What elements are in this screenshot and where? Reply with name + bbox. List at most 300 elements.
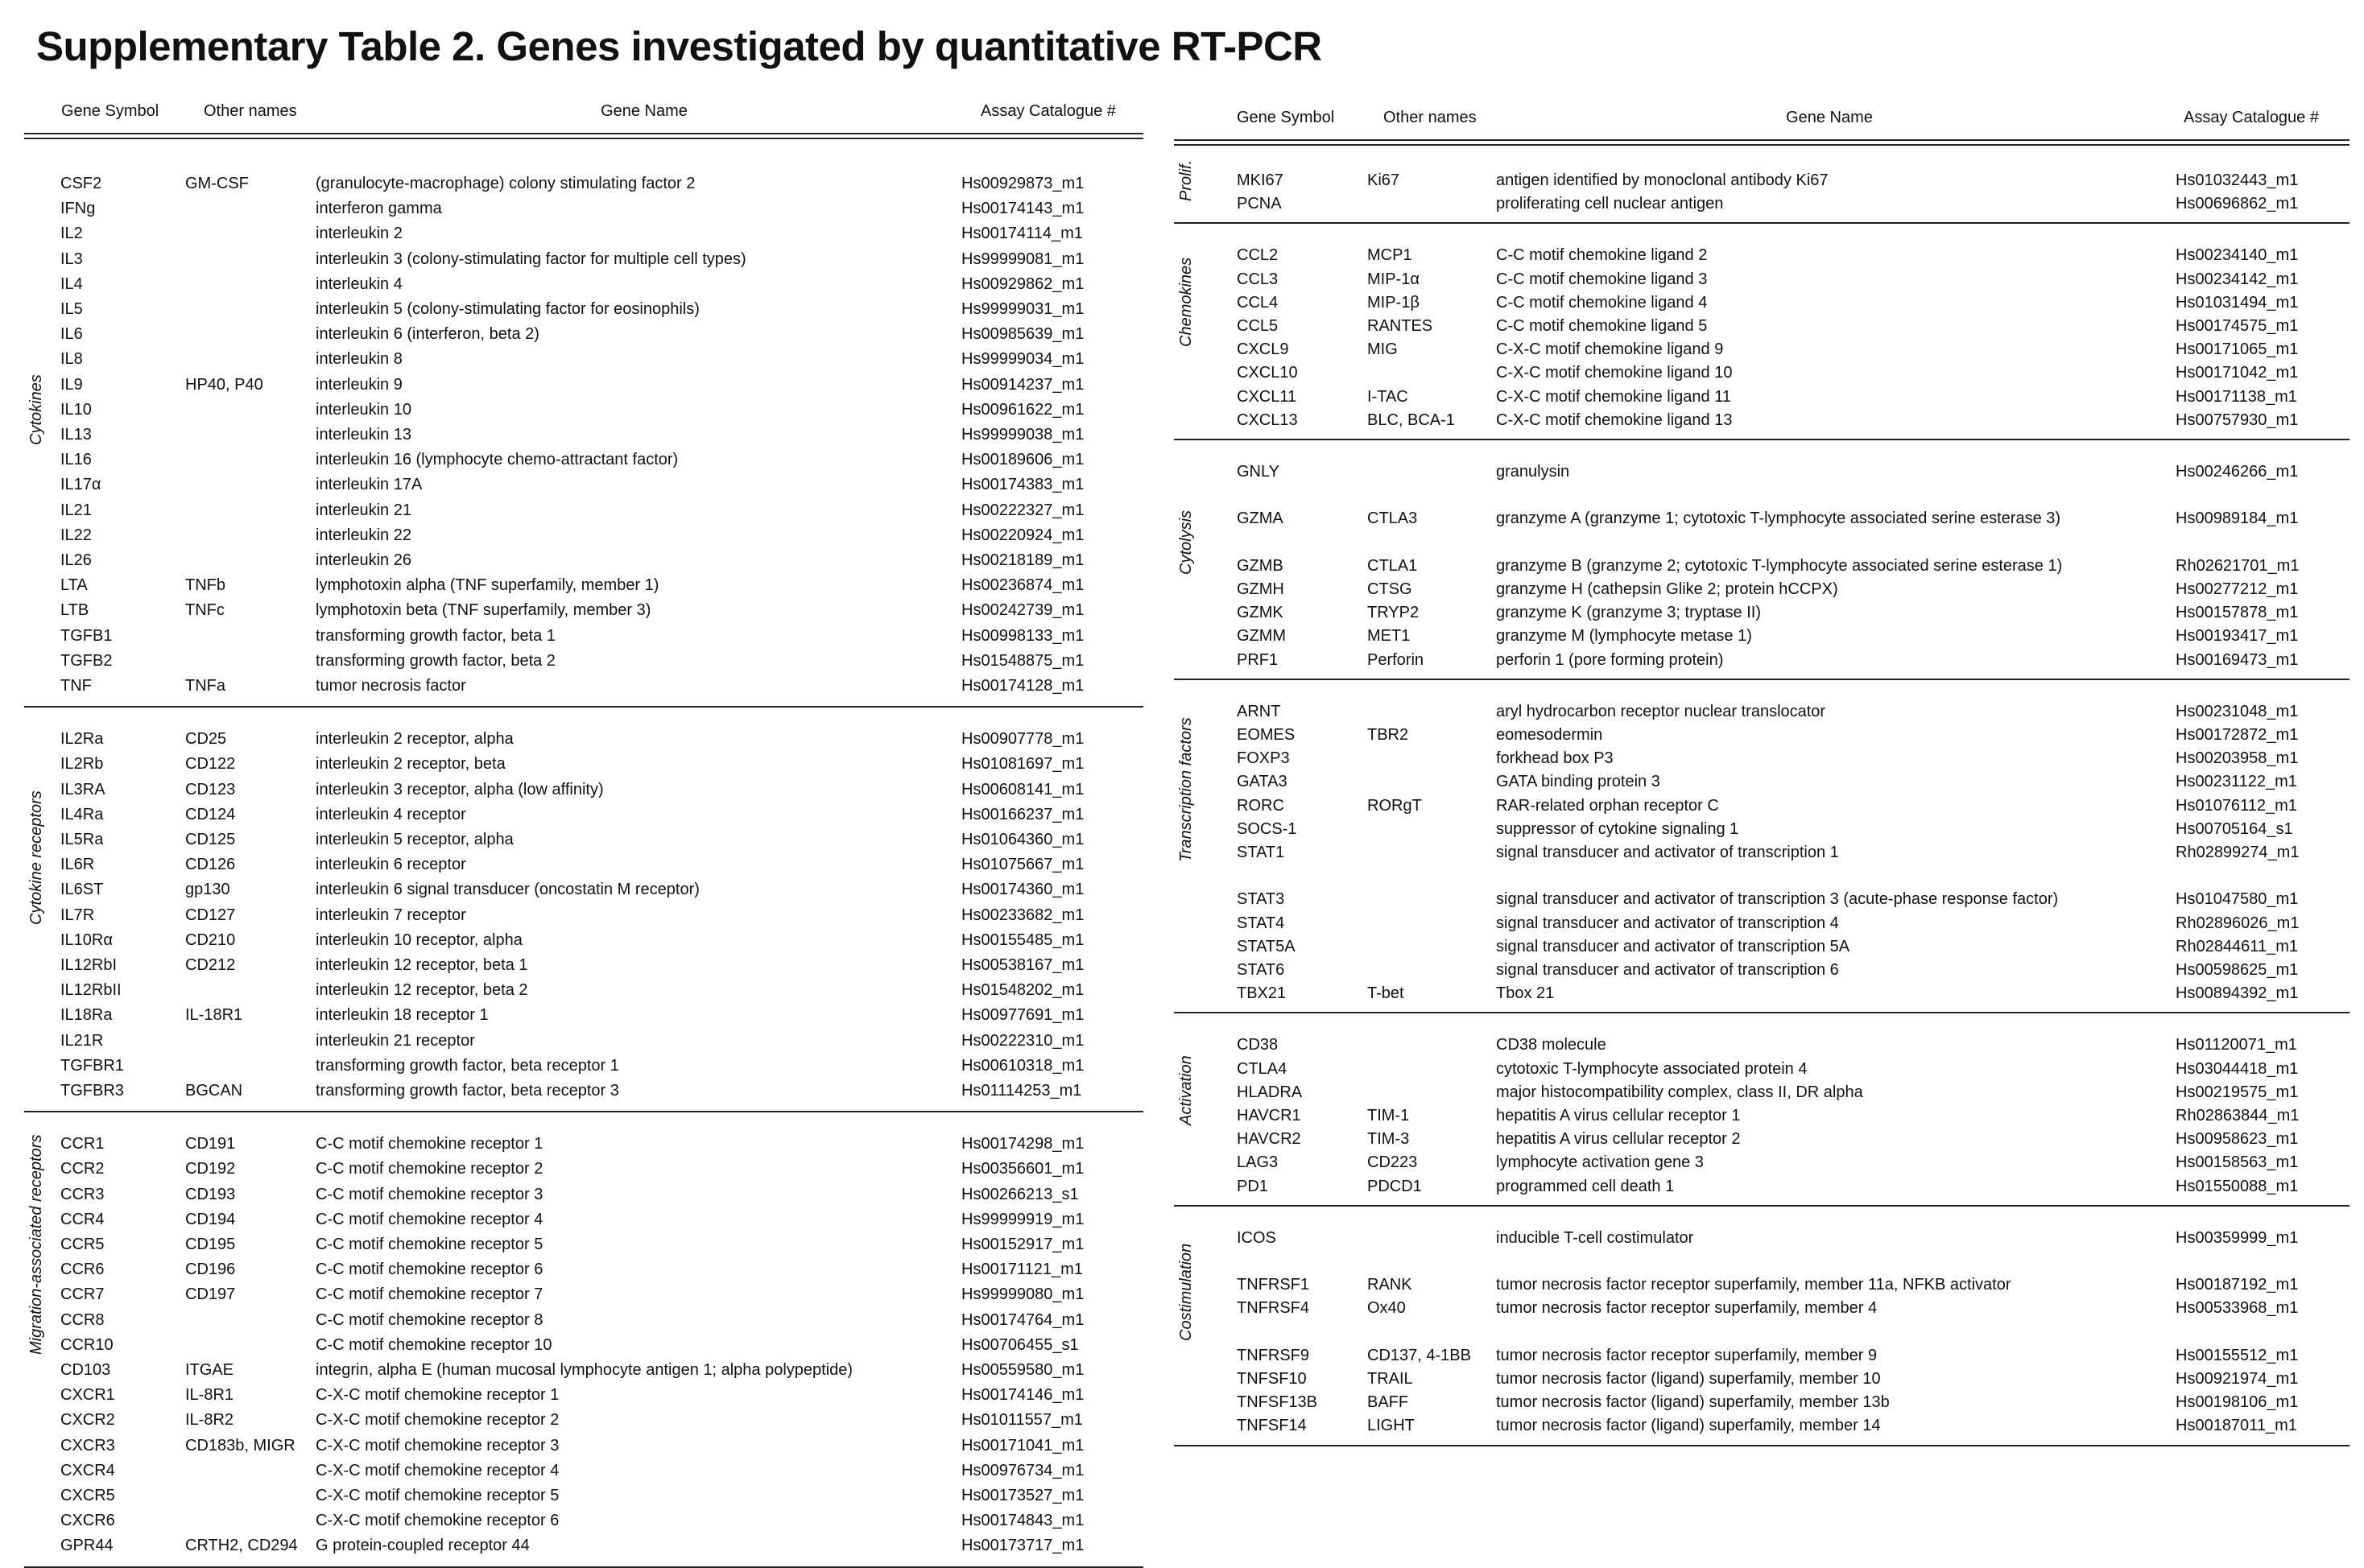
cell-assay: Hs01032443_m1 bbox=[2176, 171, 2299, 189]
cell-name: signal transducer and activator of transcription 4 bbox=[1496, 914, 1839, 932]
cell-name: interleukin 12 receptor, beta 1 bbox=[316, 955, 528, 974]
cell-symbol: ICOS bbox=[1237, 1228, 1276, 1247]
cell-name: C-C motif chemokine receptor 10 bbox=[316, 1335, 552, 1354]
cell-other: CD25 bbox=[185, 730, 227, 749]
cell-assay: Hs01031494_m1 bbox=[2176, 293, 2299, 312]
cell-symbol: CXCR4 bbox=[60, 1461, 115, 1479]
cell-other: MET1 bbox=[1367, 627, 1411, 646]
cell-assay: Hs00174298_m1 bbox=[961, 1135, 1085, 1153]
cell-symbol: CCR4 bbox=[60, 1210, 105, 1228]
cell-other: CD191 bbox=[185, 1135, 236, 1153]
cell-assay: Hs00757930_m1 bbox=[2176, 411, 2299, 429]
cell-name: signal transducer and activator of transcription 1 bbox=[1496, 843, 1839, 861]
table-row bbox=[1174, 463, 2350, 487]
cell-name: interleukin 5 (colony-stimulating factor for eosinophils) bbox=[316, 300, 700, 318]
cell-symbol: LTA bbox=[60, 576, 88, 595]
table-row bbox=[1174, 604, 2350, 628]
cell-symbol: IL22 bbox=[60, 526, 92, 544]
cell-assay: Hs00171065_m1 bbox=[2176, 340, 2299, 359]
group-migration-associated-receptors bbox=[24, 1125, 1143, 1567]
cell-name: tumor necrosis factor bbox=[316, 677, 466, 695]
table-row bbox=[24, 401, 1143, 425]
cell-symbol: LAG3 bbox=[1237, 1153, 1279, 1172]
cell-other: IL-8R2 bbox=[185, 1411, 234, 1430]
table-row bbox=[1174, 961, 2350, 985]
cell-other: ITGAE bbox=[185, 1360, 234, 1379]
table-row bbox=[24, 1006, 1143, 1030]
cell-name: G protein-coupled receptor 44 bbox=[316, 1537, 530, 1555]
table-row bbox=[24, 931, 1143, 955]
table-row bbox=[1174, 340, 2350, 365]
table-row bbox=[24, 1437, 1143, 1461]
cell-other: CD210 bbox=[185, 930, 236, 949]
table-row bbox=[1174, 1299, 2350, 1323]
table-row bbox=[1174, 557, 2350, 581]
cell-other: CD192 bbox=[185, 1160, 236, 1178]
cell-name: granulysin bbox=[1496, 463, 1570, 481]
table-row bbox=[1174, 1107, 2350, 1131]
table-row bbox=[24, 1032, 1143, 1056]
cell-symbol: IL13 bbox=[60, 426, 92, 444]
cell-assay: Hs00706455_s1 bbox=[961, 1335, 1079, 1354]
table-row bbox=[1174, 984, 2350, 1009]
cell-symbol: TBX21 bbox=[1237, 984, 1287, 1003]
col-assay: Assay Catalogue # bbox=[2184, 109, 2319, 126]
cell-symbol: MKI67 bbox=[1237, 171, 1283, 189]
cell-name: C-X-C motif chemokine receptor 6 bbox=[316, 1512, 560, 1530]
cell-other: CD194 bbox=[185, 1210, 236, 1228]
cell-other: Ki67 bbox=[1367, 171, 1400, 189]
table-row bbox=[24, 881, 1143, 905]
cell-assay: Hs00696862_m1 bbox=[2176, 195, 2299, 213]
cell-other: TIM-1 bbox=[1367, 1106, 1410, 1124]
cell-symbol: ARNT bbox=[1237, 702, 1281, 720]
cell-name: interleukin 26 bbox=[316, 551, 411, 569]
cell-symbol: IL2Rb bbox=[60, 755, 104, 774]
cell-name: tumor necrosis factor receptor superfamily, member 4 bbox=[1496, 1299, 1878, 1318]
cell-name: signal transducer and activator of transcription 3 (acute-phase response factor) bbox=[1496, 890, 2059, 909]
cell-name: proliferating cell nuclear antigen bbox=[1496, 195, 1724, 213]
cell-assay: Hs01114253_m1 bbox=[961, 1081, 1082, 1100]
cell-name: C-C motif chemokine ligand 3 bbox=[1496, 270, 1708, 288]
table-row bbox=[1174, 294, 2350, 318]
cell-name: C-X-C motif chemokine receptor 5 bbox=[316, 1486, 560, 1504]
table-row bbox=[24, 652, 1143, 676]
table-row bbox=[1174, 510, 2350, 534]
cell-name: C-C motif chemokine receptor 4 bbox=[316, 1210, 543, 1228]
cell-assay: Hs00231122_m1 bbox=[2176, 773, 2297, 791]
cell-assay: Hs00533968_m1 bbox=[2176, 1299, 2299, 1318]
col-other-names: Other names bbox=[1383, 109, 1477, 126]
cell-other: CD197 bbox=[185, 1285, 236, 1304]
cell-other: IL-18R1 bbox=[185, 1006, 243, 1025]
cell-name: interleukin 6 (interferon, beta 2) bbox=[316, 325, 539, 344]
cell-name: aryl hydrocarbon receptor nuclear translocator bbox=[1496, 702, 1826, 720]
table-row bbox=[1174, 195, 2350, 219]
cell-other: TNFb bbox=[185, 576, 225, 595]
table-row bbox=[24, 1462, 1143, 1486]
group-label: Transcription factors bbox=[1177, 716, 1195, 862]
cell-name: interleukin 2 receptor, alpha bbox=[316, 730, 514, 749]
cell-name: tumor necrosis factor receptor superfamily, member 9 bbox=[1496, 1346, 1878, 1364]
cell-symbol: CCR5 bbox=[60, 1235, 105, 1253]
cell-symbol: CCL5 bbox=[1237, 316, 1279, 335]
table-row bbox=[1174, 627, 2350, 651]
cell-other: TIM-3 bbox=[1367, 1130, 1410, 1149]
table-row bbox=[24, 1261, 1143, 1285]
table-row bbox=[1174, 1060, 2350, 1084]
cell-name: hepatitis A virus cellular receptor 2 bbox=[1496, 1130, 1741, 1149]
table-row bbox=[1174, 1252, 2350, 1277]
group-cytokines bbox=[24, 165, 1143, 708]
cell-name: C-X-C motif chemokine ligand 13 bbox=[1496, 411, 1733, 429]
table-row bbox=[24, 1186, 1143, 1210]
cell-name: interleukin 12 receptor, beta 2 bbox=[316, 981, 528, 1000]
cell-assay: Hs00266213_s1 bbox=[961, 1185, 1079, 1203]
table-row bbox=[1174, 651, 2350, 675]
cell-assay: Hs00174143_m1 bbox=[961, 200, 1085, 218]
cell-symbol: LTB bbox=[60, 601, 89, 620]
table-row bbox=[24, 1285, 1143, 1310]
table-row bbox=[1174, 388, 2350, 412]
table-row bbox=[1174, 773, 2350, 797]
cell-symbol: IL3 bbox=[60, 250, 83, 268]
cell-assay: Hs00356601_m1 bbox=[961, 1160, 1085, 1178]
cell-name: hepatitis A virus cellular receptor 1 bbox=[1496, 1106, 1741, 1124]
cell-symbol: GZMB bbox=[1237, 556, 1283, 575]
cell-symbol: PRF1 bbox=[1237, 650, 1279, 669]
cell-name: programmed cell death 1 bbox=[1496, 1177, 1675, 1195]
cell-assay: Hs00174128_m1 bbox=[961, 677, 1085, 695]
group-label: Activation bbox=[1177, 1054, 1195, 1125]
table-row bbox=[1174, 1370, 2350, 1394]
table-row bbox=[24, 906, 1143, 930]
cell-name: granzyme H (cathepsin Glike 2; protein hCCPX) bbox=[1496, 580, 1838, 598]
cell-other: TNFa bbox=[185, 677, 225, 695]
group-chemokines bbox=[1174, 237, 2350, 440]
group-cytolysis bbox=[1174, 453, 2350, 680]
cell-other: BGCAN bbox=[185, 1081, 243, 1100]
cell-name: C-C motif chemokine ligand 2 bbox=[1496, 246, 1708, 265]
table-row bbox=[1174, 703, 2350, 727]
cell-other: IL-8R1 bbox=[185, 1386, 234, 1405]
cell-symbol: PD1 bbox=[1237, 1177, 1268, 1195]
cell-name: interleukin 18 receptor 1 bbox=[316, 1006, 489, 1025]
cell-assay: Hs00171138_m1 bbox=[2176, 387, 2297, 406]
cell-other: BLC, BCA-1 bbox=[1367, 411, 1455, 429]
cell-name: C-C motif chemokine receptor 7 bbox=[316, 1285, 543, 1304]
group-activation bbox=[1174, 1026, 2350, 1206]
cell-other: CD122 bbox=[185, 755, 236, 774]
cell-assay: Hs00193417_m1 bbox=[2176, 627, 2299, 646]
cell-other: LIGHT bbox=[1367, 1417, 1415, 1435]
cell-symbol: STAT1 bbox=[1237, 843, 1285, 861]
table-row bbox=[24, 1236, 1143, 1260]
table-row bbox=[1174, 317, 2350, 341]
cell-assay: Hs00174383_m1 bbox=[961, 476, 1085, 494]
cell-assay: Hs00174146_m1 bbox=[961, 1386, 1085, 1405]
cell-other: CD125 bbox=[185, 830, 236, 848]
cell-name: C-X-C motif chemokine ligand 11 bbox=[1496, 387, 1731, 406]
cell-symbol: HLADRA bbox=[1237, 1083, 1303, 1101]
group-label: Cytolysis bbox=[1177, 510, 1195, 576]
cell-name: tumor necrosis factor (ligand) superfamily, member 14 bbox=[1496, 1417, 1881, 1435]
cell-name: Tbox 21 bbox=[1496, 984, 1555, 1003]
cell-assay: Rh02844611_m1 bbox=[2176, 937, 2298, 955]
cell-symbol: IL6ST bbox=[60, 881, 104, 899]
cell-name: C-C motif chemokine receptor 8 bbox=[316, 1310, 543, 1329]
cell-assay: Hs00231048_m1 bbox=[2176, 702, 2299, 720]
table-row bbox=[24, 1537, 1143, 1561]
cell-symbol: STAT3 bbox=[1237, 890, 1285, 909]
cell-assay: Hs00222327_m1 bbox=[961, 501, 1085, 519]
cell-other: BAFF bbox=[1367, 1393, 1409, 1412]
cell-symbol: CCL3 bbox=[1237, 270, 1279, 288]
cell-symbol: IL12RbII bbox=[60, 981, 122, 1000]
cell-symbol: IL8 bbox=[60, 350, 83, 369]
table-row bbox=[24, 1386, 1143, 1410]
cell-other: RORgT bbox=[1367, 796, 1422, 815]
cell-symbol: IL18Ra bbox=[60, 1006, 113, 1025]
cell-other: Perforin bbox=[1367, 650, 1424, 669]
cell-other: CD137, 4-1BB bbox=[1367, 1346, 1471, 1364]
cell-symbol: EOMES bbox=[1237, 725, 1296, 744]
cell-assay: Hs00172872_m1 bbox=[2176, 725, 2299, 744]
table-row bbox=[24, 1211, 1143, 1235]
table-row bbox=[1174, 486, 2350, 510]
cell-name: lymphotoxin beta (TNF superfamily, member 3) bbox=[316, 601, 651, 620]
table-row bbox=[24, 501, 1143, 526]
cell-symbol: CCR3 bbox=[60, 1185, 105, 1203]
table-row bbox=[24, 1361, 1143, 1385]
table-row bbox=[1174, 1153, 2350, 1178]
cell-assay: Hs01076112_m1 bbox=[2176, 796, 2297, 815]
table-row bbox=[24, 831, 1143, 855]
table-row bbox=[1174, 246, 2350, 270]
cell-name: C-C motif chemokine receptor 2 bbox=[316, 1160, 543, 1178]
cell-symbol: STAT5A bbox=[1237, 937, 1296, 955]
cell-assay: Hs00219575_m1 bbox=[2176, 1083, 2299, 1101]
cell-symbol: RORC bbox=[1237, 796, 1284, 815]
cell-other: CD193 bbox=[185, 1185, 236, 1203]
table-row bbox=[24, 755, 1143, 779]
table-row bbox=[24, 1057, 1143, 1081]
cell-name: transforming growth factor, beta receptor 3 bbox=[316, 1081, 619, 1100]
table-row bbox=[1174, 411, 2350, 435]
cell-other: CTLA3 bbox=[1367, 510, 1418, 528]
cell-other: CD183b, MIGR bbox=[185, 1436, 296, 1455]
cell-assay: Hs00246266_m1 bbox=[2176, 463, 2299, 481]
cell-assay: Hs00608141_m1 bbox=[961, 780, 1085, 798]
cell-symbol: TNFSF13B bbox=[1237, 1393, 1318, 1412]
cell-assay: Hs00958623_m1 bbox=[2176, 1130, 2299, 1149]
cell-assay: Hs00976734_m1 bbox=[961, 1461, 1085, 1479]
cell-symbol: IL4Ra bbox=[60, 805, 104, 823]
col-other-names: Other names bbox=[204, 102, 297, 120]
cell-other: CD126 bbox=[185, 856, 236, 874]
cell-symbol: TNFRSF1 bbox=[1237, 1276, 1309, 1294]
table-row bbox=[24, 300, 1143, 324]
cell-other: MCP1 bbox=[1367, 246, 1412, 265]
cell-assay: Hs01120071_m1 bbox=[2176, 1036, 2297, 1054]
table-row bbox=[24, 250, 1143, 274]
cell-name: C-C motif chemokine receptor 6 bbox=[316, 1261, 543, 1279]
table-row bbox=[24, 1135, 1143, 1159]
cell-symbol: TGFBR1 bbox=[60, 1056, 124, 1075]
cell-symbol: IL4 bbox=[60, 274, 83, 293]
cell-symbol: PCNA bbox=[1237, 195, 1282, 213]
cell-assay: Hs00155512_m1 bbox=[2176, 1346, 2299, 1364]
table-row bbox=[24, 677, 1143, 701]
cell-assay: Hs00929873_m1 bbox=[961, 175, 1085, 192]
cell-symbol: CCR6 bbox=[60, 1261, 105, 1279]
cell-name: transforming growth factor, beta 1 bbox=[316, 626, 556, 645]
cell-symbol: IL17α bbox=[60, 476, 101, 494]
table-row bbox=[24, 627, 1143, 651]
cell-assay: Hs00242739_m1 bbox=[961, 601, 1085, 620]
cell-assay: Hs00174764_m1 bbox=[961, 1310, 1085, 1329]
cell-assay: Hs00977691_m1 bbox=[961, 1006, 1085, 1025]
cell-symbol: IL5 bbox=[60, 300, 83, 318]
cell-assay: Hs00234142_m1 bbox=[2176, 270, 2299, 288]
cell-symbol: TNF bbox=[60, 677, 92, 695]
cell-assay: Hs01075667_m1 bbox=[961, 856, 1085, 874]
group-label: Costimulation bbox=[1177, 1244, 1195, 1342]
cell-symbol: IL9 bbox=[60, 375, 83, 394]
table-row bbox=[24, 1082, 1143, 1106]
cell-assay: Hs01550088_m1 bbox=[2176, 1177, 2299, 1195]
cell-other: MIP-1β bbox=[1367, 293, 1420, 312]
table-row bbox=[1174, 1347, 2350, 1371]
cell-name: C-X-C motif chemokine ligand 10 bbox=[1496, 364, 1733, 382]
cell-assay: Hs01064360_m1 bbox=[961, 830, 1085, 848]
cell-symbol: TNFSF14 bbox=[1237, 1417, 1307, 1435]
cell-assay: Hs00921974_m1 bbox=[2176, 1369, 2299, 1388]
table-row bbox=[24, 325, 1143, 349]
cell-symbol: HAVCR2 bbox=[1237, 1130, 1301, 1149]
cell-name: forkhead box P3 bbox=[1496, 749, 1614, 768]
cell-assay: Hs99999034_m1 bbox=[961, 350, 1085, 369]
cell-other: TNFc bbox=[185, 601, 225, 620]
header-rule bbox=[24, 133, 1143, 139]
cell-other: T-bet bbox=[1367, 984, 1404, 1003]
group-cytokine-receptors bbox=[24, 720, 1143, 1112]
cell-name: GATA binding protein 3 bbox=[1496, 773, 1660, 791]
cell-name: granzyme B (granzyme 2; cytotoxic T-lymphocyte associated serine esterase 1) bbox=[1496, 556, 2063, 575]
cell-assay: Hs00187192_m1 bbox=[2176, 1276, 2299, 1294]
table-row bbox=[24, 730, 1143, 754]
table-row bbox=[24, 781, 1143, 805]
cell-symbol: TGFB1 bbox=[60, 626, 113, 645]
cell-assay: Hs00171041_m1 bbox=[961, 1436, 1085, 1455]
cell-assay: Hs00234140_m1 bbox=[2176, 246, 2299, 265]
cell-symbol: STAT4 bbox=[1237, 914, 1285, 932]
table-row bbox=[1174, 844, 2350, 868]
cell-other: CTLA1 bbox=[1367, 556, 1418, 575]
col-gene-name: Gene Name bbox=[601, 102, 688, 120]
cell-name: inducible T-cell costimulator bbox=[1496, 1228, 1694, 1247]
cell-symbol: TGFB2 bbox=[60, 651, 113, 670]
cell-assay: Hs99999081_m1 bbox=[961, 250, 1085, 268]
table-row bbox=[1174, 820, 2350, 844]
cell-assay: Hs00174360_m1 bbox=[961, 881, 1085, 899]
cell-name: tumor necrosis factor (ligand) superfamily, member 13b bbox=[1496, 1393, 1890, 1412]
cell-name: granzyme K (granzyme 3; tryptase II) bbox=[1496, 604, 1762, 622]
table-row bbox=[1174, 914, 2350, 939]
cell-symbol: STAT6 bbox=[1237, 960, 1285, 979]
table-row bbox=[24, 856, 1143, 880]
cell-symbol: CD38 bbox=[1237, 1036, 1279, 1054]
table-row bbox=[1174, 867, 2350, 891]
cell-symbol: SOCS-1 bbox=[1237, 819, 1297, 838]
cell-other: CD196 bbox=[185, 1261, 236, 1279]
cell-name: C-C motif chemokine ligand 4 bbox=[1496, 293, 1708, 312]
cell-assay: Hs00538167_m1 bbox=[961, 955, 1085, 974]
cell-assay: Hs00705164_s1 bbox=[2176, 819, 2293, 838]
table-row bbox=[24, 1512, 1143, 1536]
cell-name: signal transducer and activator of transcription 5A bbox=[1496, 937, 1850, 955]
cell-assay: Hs99999031_m1 bbox=[961, 300, 1085, 318]
cell-name: interleukin 10 bbox=[316, 400, 411, 419]
cell-symbol: TNFRSF4 bbox=[1237, 1299, 1309, 1318]
table-row bbox=[24, 981, 1143, 1005]
cell-name: antigen identified by monoclonal antibody Ki67 bbox=[1496, 171, 1829, 189]
cell-name: interleukin 16 (lymphocyte chemo-attractant factor) bbox=[316, 451, 679, 469]
cell-symbol: TNFRSF9 bbox=[1237, 1346, 1309, 1364]
cell-symbol: CCR1 bbox=[60, 1135, 105, 1153]
cell-assay: Hs00233682_m1 bbox=[961, 906, 1085, 924]
cell-symbol: CXCR2 bbox=[60, 1411, 115, 1430]
cell-assay: Hs01011557_m1 bbox=[961, 1411, 1083, 1430]
cell-name: interleukin 6 receptor bbox=[316, 856, 466, 874]
cell-name: integrin, alpha E (human mucosal lymphocyte antigen 1; alpha polypeptide) bbox=[316, 1360, 853, 1379]
cell-assay: Hs00166237_m1 bbox=[961, 805, 1085, 823]
cell-assay: Hs00189606_m1 bbox=[961, 451, 1085, 469]
cell-symbol: IL6R bbox=[60, 856, 95, 874]
cell-assay: Hs00907778_m1 bbox=[961, 730, 1085, 749]
cell-assay: Hs00559580_m1 bbox=[961, 1360, 1085, 1379]
cell-name: RAR-related orphan receptor C bbox=[1496, 796, 1719, 815]
cell-other: MIP-1α bbox=[1367, 270, 1420, 288]
cell-name: interferon gamma bbox=[316, 200, 442, 218]
cell-name: interleukin 2 receptor, beta bbox=[316, 755, 506, 774]
table-row bbox=[1174, 726, 2350, 750]
table-row bbox=[1174, 1083, 2350, 1108]
cell-symbol: CCR7 bbox=[60, 1285, 105, 1304]
cell-name: interleukin 17A bbox=[316, 476, 423, 494]
table-row bbox=[1174, 1130, 2350, 1154]
cell-assay: Hs00598625_m1 bbox=[2176, 960, 2299, 979]
cell-name: lymphocyte activation gene 3 bbox=[1496, 1153, 1704, 1172]
cell-name: C-C motif chemokine ligand 5 bbox=[1496, 316, 1708, 335]
group-label: Prolif. bbox=[1177, 160, 1195, 202]
cell-symbol: IL2 bbox=[60, 225, 83, 243]
cell-other: CRTH2, CD294 bbox=[185, 1537, 298, 1555]
cell-other: PDCD1 bbox=[1367, 1177, 1422, 1195]
cell-name: C-X-C motif chemokine ligand 9 bbox=[1496, 340, 1724, 359]
cell-symbol: CCL4 bbox=[1237, 293, 1279, 312]
cell-name: C-X-C motif chemokine receptor 3 bbox=[316, 1436, 560, 1455]
cell-symbol: IL10Rα bbox=[60, 930, 113, 949]
cell-symbol: CCR8 bbox=[60, 1310, 105, 1329]
cell-assay: Hs00218189_m1 bbox=[961, 551, 1085, 569]
cell-assay: Rh02899274_m1 bbox=[2176, 843, 2300, 861]
cell-other: CD124 bbox=[185, 805, 236, 823]
cell-other: CD195 bbox=[185, 1235, 236, 1253]
cell-name: C-X-C motif chemokine receptor 1 bbox=[316, 1386, 560, 1405]
group-label: Cytokine receptors bbox=[27, 790, 45, 926]
cell-assay: Hs00961622_m1 bbox=[961, 400, 1085, 419]
